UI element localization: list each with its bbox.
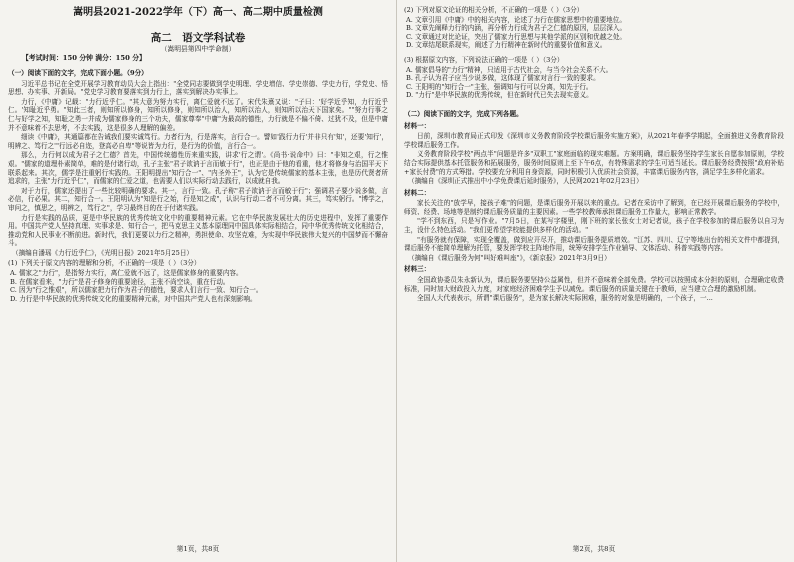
exam-info: 【考试时间：150 分钟 满分：150 分】 xyxy=(22,54,146,62)
question-3-option-b: B. 孔子认为君子应当少说多做，这体现了儒家对言行一致的要求。 xyxy=(406,74,600,83)
question-3-option-d: D. "力行"是中华民族的优秀传统，但在新时代已失去现实意义。 xyxy=(406,91,593,100)
passage-paragraph: 那么，力行何以成为君子之仁德？首先，中国传统德性历来重实践，讲求'行之谓'。《尚书·说命中》曰："非知之艰，行之惟艰。"儒家的道理朴素简单，难的是付诸行动，孔子主张"君子欲讷于言而敏于行"，也正是由于他的看重，他才将修身与治国平天下联系起来。其次，儒学是注重躬行实践的。王阳明提出"知行合一"、"内圣外王"，认为它是传统儒家的基本主张，也是历代贤者所追求的，主张"力行近乎仁"，而儒家的仁爱之道，也需要人们以实际行动去践行，以成就自我。 xyxy=(8,151,388,186)
question-2-option-d: D. 文章结尾联系现实，阐述了力行精神在新时代的重要价值和意义。 xyxy=(406,41,607,50)
passage-paragraph: 力行是实践的品质，更是中华民族的优秀传统文化中的重要精神元素。它在中华民族发展壮大的历史进程中，发挥了重要作用。中国共产党人坚持真理、实事求是、知行合一，把马克思主义基本原理同中国具体实际相结合，同中华优秀传统文化相结合，推动党和人民事业不断前进。新时代，我们更要以力行之精神，勇担使命、攻坚克难，为实现中华民族伟大复兴的中国梦而不懈奋斗。 xyxy=(8,213,388,248)
question-2-option-a: A. 文章引用《中庸》中的相关内容，论述了力行在儒家思想中的重要地位。 xyxy=(406,15,626,24)
material-paragraph: 全国政协委员朱永新认为，课后服务要坚持公益属性，但并不意味着全部免费。学校可以按照成本分担的原则，合理确定收费标准，同时加大财政投入力度，对家庭经济困难学生予以减免。课后服务的质量关键在于教师，应当建立合理的激励机制。 xyxy=(404,276,784,293)
exam-compiler: （嵩明县第四中学命制） xyxy=(160,45,236,53)
section-heading: （一）阅读下面的文字，完成下面小题。（9分） xyxy=(8,69,148,77)
material-2-source: （摘编自《课后服务为何"叫好难叫座"》，《新京报》2021年3月9日） xyxy=(408,253,611,262)
page-divider xyxy=(396,0,397,562)
page-number: 第1页，共8页 xyxy=(176,545,220,554)
question-2-option-b: B. 文章先阐释力行的内涵，再分析力行成为君子之仁德的原因，层层深入。 xyxy=(406,24,627,33)
material-paragraph: 日前，深圳市教育局正式印发《深圳市义务教育阶段学校课后服务实施方案》，从2021年春季学期起，全面推进义务教育阶段学校课后服务工作。 xyxy=(404,132,784,149)
question-1-option-c: C. 因为"行之惟艰"，所以儒家把力行作为君子的德性，要求人们言行一致、知行合一。 xyxy=(10,286,263,295)
exam-subtitle: 高二 语文学科试卷 xyxy=(150,32,246,44)
question-1-option-b: B. 在儒家看来，"力行"是君子修身的重要途径，主张不尚空谈，重在行动。 xyxy=(10,277,230,286)
exam-page-left xyxy=(8,4,388,554)
question-3: (3) 根据原文内容，下列说法正确的一项是（ ）（3分） xyxy=(404,55,564,64)
material-paragraph: 义务教育阶段学校"两点半"问题是许多"双职工"家庭面临的现实难题。方案明确，课后服务坚持学生家长自愿参加原则，学校结合实际提供基本托管服务和拓展服务，服务时间原则上至下午6点，有特殊需求的学生可适当延长。课后服务经费按照"政府补贴+家长付费"的方式筹措。学校要充分利用自身资源，同时积极引入优质社会资源，丰富课后服务内容，满足学生多样化需求。 xyxy=(404,150,784,176)
exam-title: 嵩明县2021-2022学年（下）高一、高二期中质量检测 xyxy=(73,7,323,18)
question-2: (2) 下列对原文论证的相关分析，不正确的一项是（ ）（3分） xyxy=(404,6,584,14)
question-1-option-d: D. 力行是中华民族的优秀传统文化的重要精神元素，对中国共产党人也有深刻影响。 xyxy=(10,294,257,303)
question-3-option-a: A. 儒家倡导的"力行"精神，只适用于古代社会，与当今社会关系不大。 xyxy=(406,65,613,74)
material-paragraph: 家长关注的"放学早，接孩子难"的问题，是课后服务开展以来的重点。记者在采访中了解到，在已经开展课后服务的学校中，师资、经费、场地等是制约课后服务质量的主要因素。一些学校教师承担课后服务工作量大，影响正常教学。 xyxy=(404,199,784,216)
passage-paragraph: 习近平总书记在全党开展学习教育动员大会上指出："全党同志要做到学史明理、学史增信、学史崇德、学史力行，学党史、悟思想、办实事、开新局。"党史学习教育要落实到力行上，落实到解决办实事上。 xyxy=(8,79,388,97)
passage-source: （摘编自潘瑶《力行近乎仁》，《光明日报》2021年5月25日） xyxy=(12,248,194,257)
material-2-label: 材料二： xyxy=(404,188,431,197)
passage-paragraph: 细读《中庸》，其通篇都在告诫我们要实诚笃行。力者行为，行是落实，言行合一。譬如'践行力行'并非只有'知'，还要'知行'，明辨之、笃行之'"行远必自迩，登高必自卑"等说皆为力行，是行为的价值，言行合一。 xyxy=(8,133,388,150)
section-heading-2: （二）阅读下面的文字，完成下列各题。 xyxy=(404,109,523,118)
question-2-option-c: C. 文章通过对比论证，突出了儒家力行思想与其他学派的区别和优越之处。 xyxy=(406,32,627,41)
material-1-label: 材料一： xyxy=(404,121,431,130)
page-number: 第2页，共8页 xyxy=(572,545,616,554)
material-1-source: （摘编自《深圳正式推出中小学免费课后延时服务》，人民网2021年02月23日） xyxy=(408,177,643,186)
material-paragraph: 全国人大代表表示，所谓"课后服务"，是为家长解决实际困难，服务的对象是明确的，一个孩子，一... xyxy=(417,294,713,303)
passage-paragraph: 对于力行，儒家还提出了一些比较明确的要求。其一，言行一致。孔子称"君子欲讷于言而敏于行"；强调君子要少说多做，言必信，行必果。其二，知行合一。王阳明认为"知是行之始，行是知之成"，认识与行动二者不可分离。其三，笃实躬行。"博学之，审问之，慎思之，明辨之，笃行之"，学习最终目的在于付诸实践。 xyxy=(8,186,388,212)
exam-page-right xyxy=(404,4,784,554)
material-3-label: 材料三： xyxy=(404,265,431,274)
question-1: (1) 下列关于原文内容的理解和分析，不正确的一项是（ ）（3分） xyxy=(8,259,201,268)
question-1-option-a: A. 儒家之"力行"，是指努力实行，离仁爱就不远了，这是儒家修身的重要内容。 xyxy=(10,269,243,278)
material-paragraph: "学不到东西，只是写作业。"7月5日，在某写字楼里，刚下班的家长张女士对记者说，孩子在学校参加的课后服务以自习为主，没什么特色活动。"我们更希望学校能提供多样化的活动。" xyxy=(404,217,784,235)
passage-paragraph: 力行，《中庸》记载："力行近乎仁。"其大意为努力实行，离仁爱就不远了。宋代朱熹又说："子曰：'好学近乎知，力行近乎仁。'知耻近乎勇。"知此三者，则知所以修身，知所以修身，则知所以治人，知所以治人，则知所以治天下国家矣。""努力行事之仁与好学之知，知耻之勇一并成为儒家修身的三个功夫，儒家尊奉"中庸"为最高的德性，力行就是不偏不倚、过犹不及，但是中庸并不意味着不去思考，不去实践，这是很多人理解的偏差。 xyxy=(8,97,388,132)
material-paragraph: "有服务就有保障，实现全覆盖，做到应开尽开，推动课后服务提质增效。"江苏、四川、辽宁等地出台的相关文件中都提到，课后服务不能简单理解为托管，要发挥学校主阵地作用，统筹安排学生作业辅导、文体活动、科普实践等内容。 xyxy=(404,235,784,253)
question-3-option-c: C. 王阳明的"知行合一"主张，强调知与行可以分离，知先于行。 xyxy=(406,82,593,91)
